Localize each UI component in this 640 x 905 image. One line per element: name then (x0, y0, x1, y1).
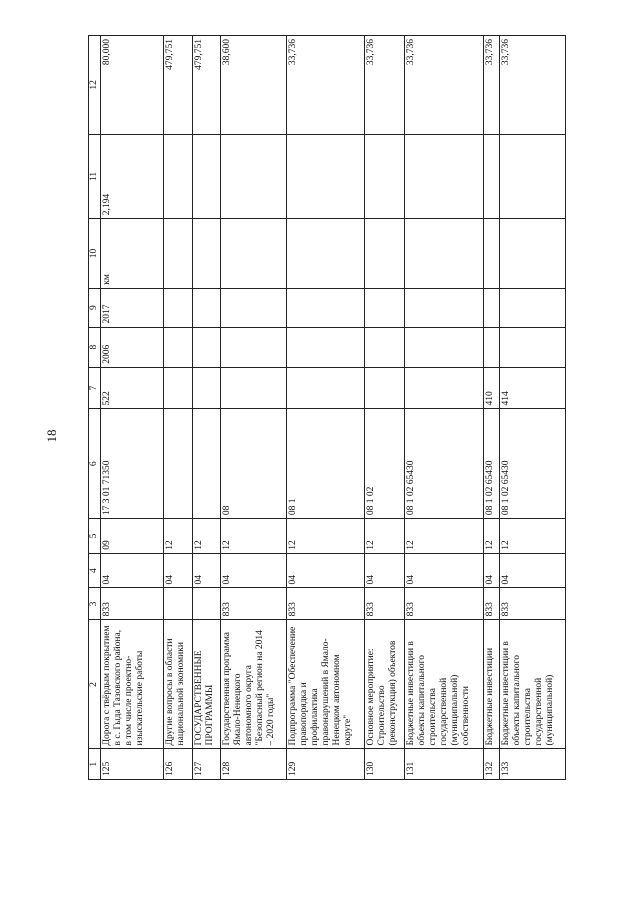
budget-table (88, 35, 566, 780)
cell-c9: 2017 (101, 288, 164, 327)
cell-c6: 08 (220, 409, 286, 519)
cell-n: 128 (220, 749, 286, 780)
header-cell: 10 (89, 219, 101, 288)
cell-c7: 522 (101, 367, 164, 409)
cell-c5: 12 (405, 519, 484, 554)
cell-c12: 33,736 (405, 36, 484, 135)
cell-c3: 833 (484, 588, 500, 620)
header-cell: 7 (89, 367, 101, 409)
budget-table-rotated (88, 35, 566, 780)
header-cell: 8 (89, 327, 101, 367)
cell-c8 (220, 327, 286, 367)
header-cell: 9 (89, 288, 101, 327)
cell-name: Бюджетные инвестиции в объекты капитального строительства государственной (муниципальной) (500, 620, 566, 749)
cell-c7: 410 (484, 367, 500, 409)
cell-c7 (192, 367, 220, 409)
table-row (405, 36, 484, 780)
cell-c5: 12 (220, 519, 286, 554)
cell-c4: 04 (500, 553, 566, 588)
cell-c10 (484, 219, 500, 288)
table-row (286, 36, 364, 780)
cell-c5: 12 (192, 519, 220, 554)
cell-c3: 833 (286, 588, 364, 620)
cell-c9 (405, 288, 484, 327)
cell-c12: 33,736 (364, 36, 405, 135)
cell-c10: км (101, 219, 164, 288)
cell-c11 (286, 134, 364, 219)
cell-c12: 33,736 (484, 36, 500, 135)
cell-c7: 414 (500, 367, 566, 409)
cell-n: 129 (286, 749, 364, 780)
table-row (364, 36, 405, 780)
cell-c4: 04 (192, 553, 220, 588)
cell-c10 (220, 219, 286, 288)
cell-c7 (220, 367, 286, 409)
cell-c11 (364, 134, 405, 219)
cell-c4: 04 (484, 553, 500, 588)
cell-name: ГОСУДАРСТВЕННЫЕ ПРОГРАММЫ (192, 620, 220, 749)
cell-c7 (286, 367, 364, 409)
table-row (484, 36, 500, 780)
cell-n: 127 (192, 749, 220, 780)
cell-name: Дорога с твёрдым покрытием в с. Гыда Тазовского района, в том числе проектно-изыскательские работы (101, 620, 164, 749)
cell-c6: 08 1 02 (364, 409, 405, 519)
cell-c12: 479,751 (192, 36, 220, 135)
cell-c4: 04 (405, 553, 484, 588)
header-cell: 1 (89, 749, 101, 780)
cell-c7 (405, 367, 484, 409)
table-row (220, 36, 286, 780)
cell-c12: 479,751 (164, 36, 192, 135)
cell-name: Бюджетные инвестиции (484, 620, 500, 749)
table-body (101, 36, 566, 780)
header-cell: 5 (89, 519, 101, 554)
page-number: 18 (44, 429, 59, 443)
cell-c6: 08 1 02 65430 (405, 409, 484, 519)
cell-c10 (405, 219, 484, 288)
cell-c11 (500, 134, 566, 219)
cell-c3 (164, 588, 192, 620)
table-row (192, 36, 220, 780)
cell-c8 (192, 327, 220, 367)
cell-c10 (192, 219, 220, 288)
cell-c6 (192, 409, 220, 519)
cell-c8 (286, 327, 364, 367)
cell-c11 (192, 134, 220, 219)
cell-c5: 09 (101, 519, 164, 554)
cell-name: Бюджетные инвестиции в объекты капитального строительства государственной (муниципальной) собственности (405, 620, 484, 749)
cell-c9 (500, 288, 566, 327)
cell-c3: 833 (101, 588, 164, 620)
cell-c9 (484, 288, 500, 327)
cell-c9 (220, 288, 286, 327)
cell-c3: 833 (500, 588, 566, 620)
cell-c6: 08 1 02 65430 (484, 409, 500, 519)
cell-c4: 04 (220, 553, 286, 588)
cell-c11: 2,194 (101, 134, 164, 219)
header-row (89, 36, 101, 780)
cell-c5: 12 (500, 519, 566, 554)
cell-c7 (164, 367, 192, 409)
cell-c10 (364, 219, 405, 288)
cell-n: 126 (164, 749, 192, 780)
cell-c9 (364, 288, 405, 327)
cell-c6: 08 1 (286, 409, 364, 519)
cell-c12: 38,600 (220, 36, 286, 135)
cell-c9 (192, 288, 220, 327)
cell-c11 (220, 134, 286, 219)
cell-c5: 12 (286, 519, 364, 554)
cell-c8 (364, 327, 405, 367)
cell-c3: 833 (220, 588, 286, 620)
cell-name: Основное мероприятие: Строительство (реконструкция) объектов (364, 620, 405, 749)
cell-c10 (164, 219, 192, 288)
cell-n: 130 (364, 749, 405, 780)
cell-c11 (405, 134, 484, 219)
cell-name: Подпрограмма "Обеспечение правопорядка и профилактика правонарушений в Ямало-Ненецком автономном округе" (286, 620, 364, 749)
cell-c9 (164, 288, 192, 327)
cell-c10 (286, 219, 364, 288)
cell-c5: 12 (484, 519, 500, 554)
cell-c6 (164, 409, 192, 519)
cell-c3: 833 (364, 588, 405, 620)
cell-name: Другие вопросы в области национальной экономики (164, 620, 192, 749)
cell-n: 125 (101, 749, 164, 780)
cell-c4: 04 (164, 553, 192, 588)
cell-c6: 08 1 02 65430 (500, 409, 566, 519)
header-cell: 3 (89, 588, 101, 620)
cell-c9 (286, 288, 364, 327)
cell-c5: 12 (364, 519, 405, 554)
cell-c3 (192, 588, 220, 620)
cell-c4: 04 (286, 553, 364, 588)
cell-c3: 833 (405, 588, 484, 620)
cell-c7 (364, 367, 405, 409)
cell-c8 (164, 327, 192, 367)
cell-c6: 17 3 01 71350 (101, 409, 164, 519)
table-row (500, 36, 566, 780)
cell-c8: 2006 (101, 327, 164, 367)
table-row (164, 36, 192, 780)
header-cell: 12 (89, 36, 101, 135)
cell-c12: 33,736 (286, 36, 364, 135)
cell-c5: 12 (164, 519, 192, 554)
table-row (101, 36, 164, 780)
cell-c8 (484, 327, 500, 367)
header-cell: 6 (89, 409, 101, 519)
header-cell: 2 (89, 620, 101, 749)
cell-c12: 33,736 (500, 36, 566, 135)
cell-n: 133 (500, 749, 566, 780)
cell-c11 (484, 134, 500, 219)
cell-c4: 04 (101, 553, 164, 588)
cell-c4: 04 (364, 553, 405, 588)
cell-n: 132 (484, 749, 500, 780)
cell-c10 (500, 219, 566, 288)
cell-c8 (500, 327, 566, 367)
cell-c11 (164, 134, 192, 219)
cell-name: Государственная программа Ямало-Ненецкого автономного округа "Безопасный регион на 2014 – 2020 годы" (220, 620, 286, 749)
cell-c8 (405, 327, 484, 367)
header-cell: 11 (89, 134, 101, 219)
header-cell: 4 (89, 553, 101, 588)
cell-c12: 80,000 (101, 36, 164, 135)
cell-n: 131 (405, 749, 484, 780)
